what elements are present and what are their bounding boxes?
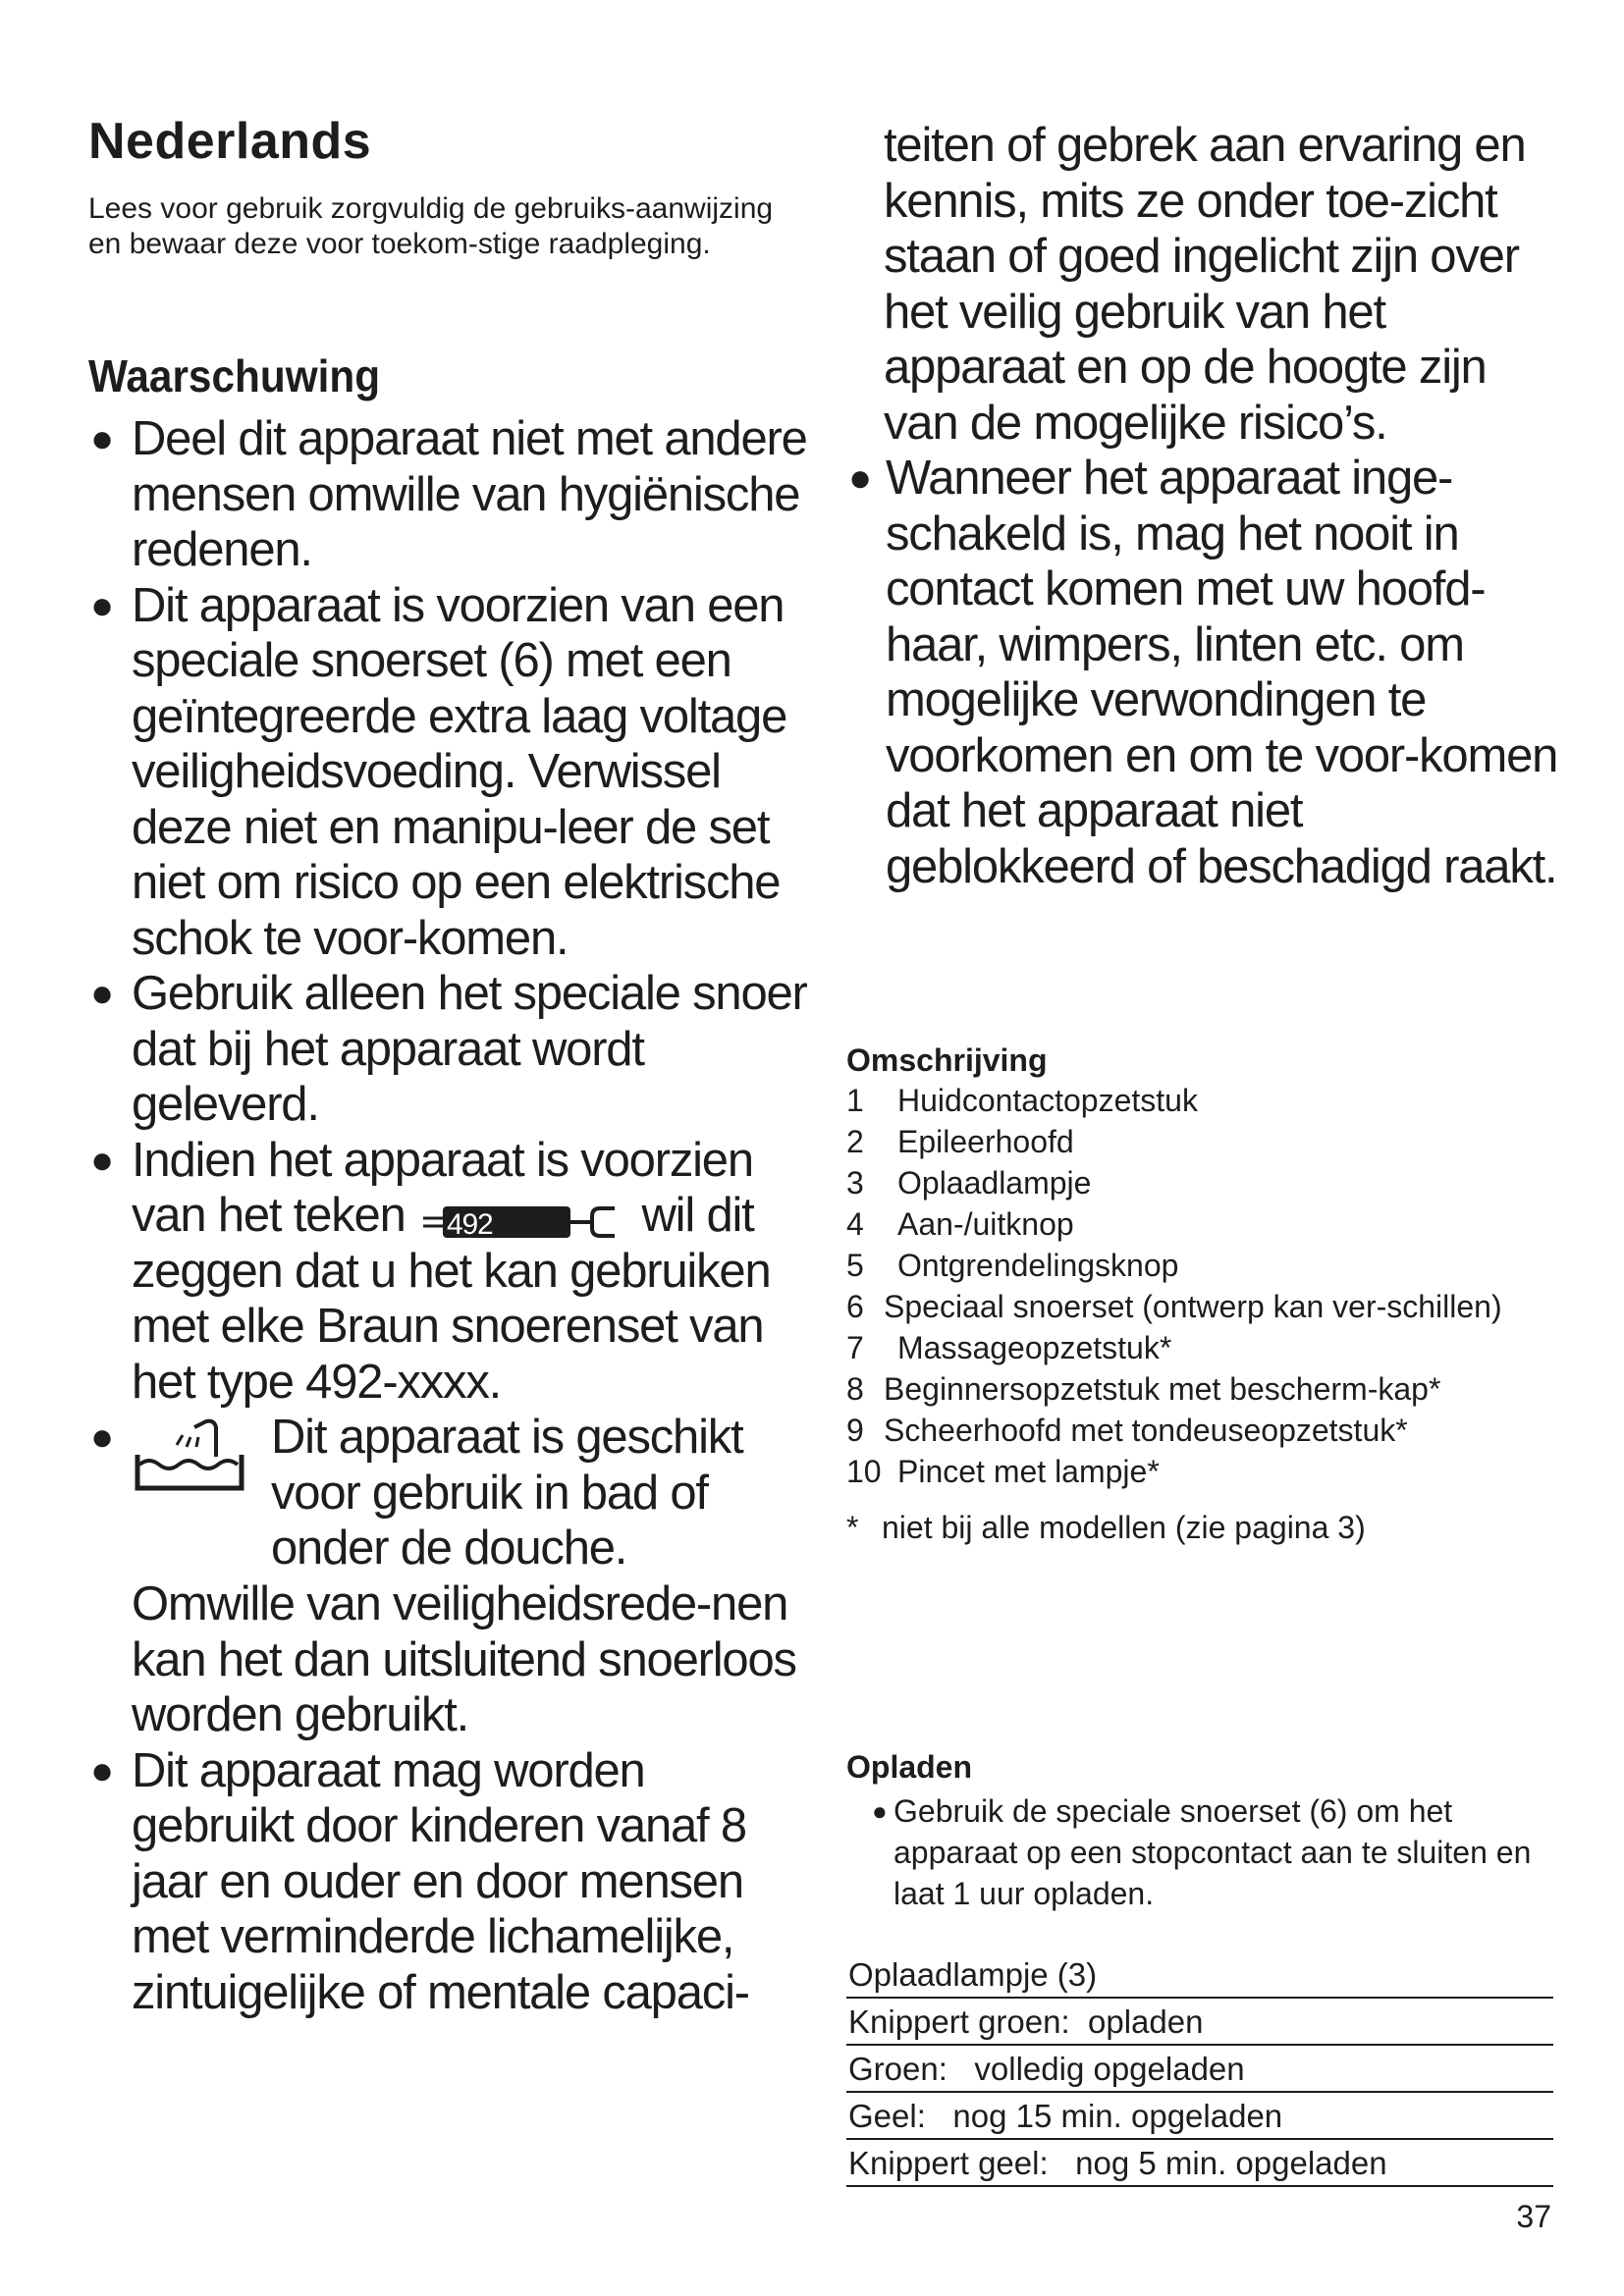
list-item — [846, 1410, 1553, 1451]
item-text: Ontgrendelingsknop — [897, 1248, 1179, 1283]
right-column — [846, 118, 1563, 894]
list-item — [846, 451, 1563, 894]
item-number: 1 — [846, 1083, 864, 1118]
bath-row — [132, 1410, 815, 1576]
warning-text: Dit apparaat is voorzien van een speciale snoerset (6) met een geïntegreerde extra laag voltage veiligheidsvoeding. Verwissel deze niet en manipu-leer de set niet om risico op een elektrische schok te voor-komen. — [132, 578, 787, 965]
item-text: Massageopzetstuk* — [897, 1330, 1172, 1365]
warning-text: Dit apparaat is geschikt voor gebruik in bad of onder de douche. — [271, 1411, 743, 1575]
warning-text: Indien het apparaat is voorzien van het teken — [132, 1133, 753, 1242]
plug-code: 492 — [447, 1208, 493, 1242]
list-item — [88, 411, 815, 578]
list-item — [846, 1451, 1553, 1492]
warning-heading: Waarschuwing — [88, 350, 381, 401]
bath-shower-icon — [132, 1417, 249, 1496]
footnote-star: * — [846, 1510, 859, 1545]
warning-text: Wanneer het apparaat inge-schakeld is, mag het nooit in contact komen met uw hoofd-haar, wimpers, linten etc. om mogelijke verwondingen te voorkomen en om te voor-komen dat het apparaat niet geblokkeerd of beschadigd raakt. — [886, 452, 1558, 893]
warning-list — [88, 411, 815, 2020]
table-row — [846, 1951, 1553, 1998]
bullet: ● — [90, 417, 113, 460]
list-item — [846, 1121, 1553, 1162]
item-number: 2 — [846, 1124, 864, 1159]
page-title: Nederlands — [88, 113, 372, 170]
description-heading: Omschrijving — [846, 1042, 1048, 1078]
item-text: Beginnersopzetstuk met bescherm-kap* — [884, 1371, 1441, 1407]
table-row — [846, 2092, 1553, 2139]
list-item — [846, 1245, 1553, 1286]
warning-text: Deel dit apparaat niet met andere mensen omwille van hygiënische redenen. — [132, 412, 807, 576]
item-text: Oplaadlampje — [897, 1165, 1092, 1201]
plug-symbol-icon — [423, 1199, 629, 1242]
table-cell: Knippert groen: opladen — [846, 1998, 1553, 2045]
list-item — [88, 1133, 815, 1411]
footnote — [846, 1508, 1553, 1547]
bullet: ● — [90, 1415, 113, 1459]
charging-section — [846, 1747, 1553, 1914]
item-text: Epileerhoofd — [897, 1124, 1074, 1159]
item-text: Pincet met lampje* — [897, 1454, 1160, 1489]
warning-text-cont: Omwille van veiligheidsrede-nen kan het dan uitsluitend snoerloos worden gebruikt. — [132, 1577, 796, 1741]
item-number: 7 — [846, 1330, 864, 1365]
bullet: ● — [90, 1138, 113, 1182]
bullet: ● — [872, 1796, 888, 1826]
table-row — [846, 1998, 1553, 2045]
list-item — [846, 1790, 1553, 1914]
bullet: ● — [848, 456, 871, 500]
item-number: 3 — [846, 1165, 864, 1201]
bullet: ● — [90, 1748, 113, 1792]
warning-text: wil dit zeggen dat u het kan gebruiken met elke Braun snoerenset van het type 492-xxxx. — [132, 1189, 771, 1409]
table-row — [846, 2045, 1553, 2092]
list-item — [88, 966, 815, 1133]
item-number: 5 — [846, 1248, 864, 1283]
list-item — [88, 578, 815, 967]
warning-list-right — [846, 451, 1563, 894]
footnote-text: niet bij alle modellen (zie pagina 3) — [882, 1510, 1366, 1545]
list-item — [846, 1162, 1553, 1203]
item-text: Speciaal snoerset (ontwerp kan ver-schillen) — [884, 1289, 1502, 1324]
description-section — [846, 1041, 1553, 1547]
list-item — [846, 1203, 1553, 1245]
item-number: 8 — [846, 1371, 864, 1407]
list-item — [846, 1368, 1553, 1410]
bullet: ● — [90, 583, 113, 627]
warning-text: Dit apparaat mag worden gebruikt door kinderen vanaf 8 jaar en ouder en door mensen met verminderde lichamelijke, zintuigelijke of mentale capaci- — [132, 1743, 749, 2019]
list-item — [88, 1743, 815, 2021]
item-text: Aan-/uitknop — [897, 1206, 1074, 1242]
intro-text: Lees voor gebruik zorgvuldig de gebruiks-aanwijzing en bewaar deze voor toekom-stige raadpleging. — [88, 192, 774, 260]
charging-text: Gebruik de speciale snoerset (6) om het apparaat op een stopcontact aan te sluiten en laat 1 uur opladen. — [893, 1793, 1532, 1911]
warning-text-cont: teiten of gebrek aan ervaring en kennis, mits ze onder toe-zicht staan of goed ingelicht zijn over het veilig gebruik van het apparaat en op de hoogte zijn van de mogelijke risico’s. — [884, 119, 1526, 450]
list-item — [846, 1080, 1553, 1121]
charging-heading: Opladen — [846, 1749, 973, 1785]
list-item — [846, 1327, 1553, 1368]
table-cell: Geel: nog 15 min. opgeladen — [846, 2092, 1553, 2139]
item-number: 9 — [846, 1413, 864, 1448]
list-item — [88, 1410, 815, 1743]
item-text: Huidcontactopzetstuk — [897, 1083, 1198, 1118]
bullet: ● — [90, 972, 113, 1015]
item-number: 6 — [846, 1289, 864, 1324]
table-cell: Groen: volledig opgeladen — [846, 2045, 1553, 2092]
left-column — [88, 113, 815, 2020]
charge-lamp-table — [846, 1951, 1553, 2187]
table-cell: Knippert geel: nog 5 min. opgeladen — [846, 2139, 1553, 2186]
page-number: 37 — [1516, 2199, 1551, 2234]
list-item — [846, 1286, 1553, 1327]
warning-text: Gebruik alleen het speciale snoer dat bij het apparaat wordt geleverd. — [132, 967, 807, 1131]
item-number: 10 — [846, 1454, 882, 1489]
table-cell: Oplaadlampje (3) — [846, 1951, 1553, 1998]
item-number: 4 — [846, 1206, 864, 1242]
table-row — [846, 2139, 1553, 2186]
item-text: Scheerhoofd met tondeuseopzetstuk* — [884, 1413, 1408, 1448]
